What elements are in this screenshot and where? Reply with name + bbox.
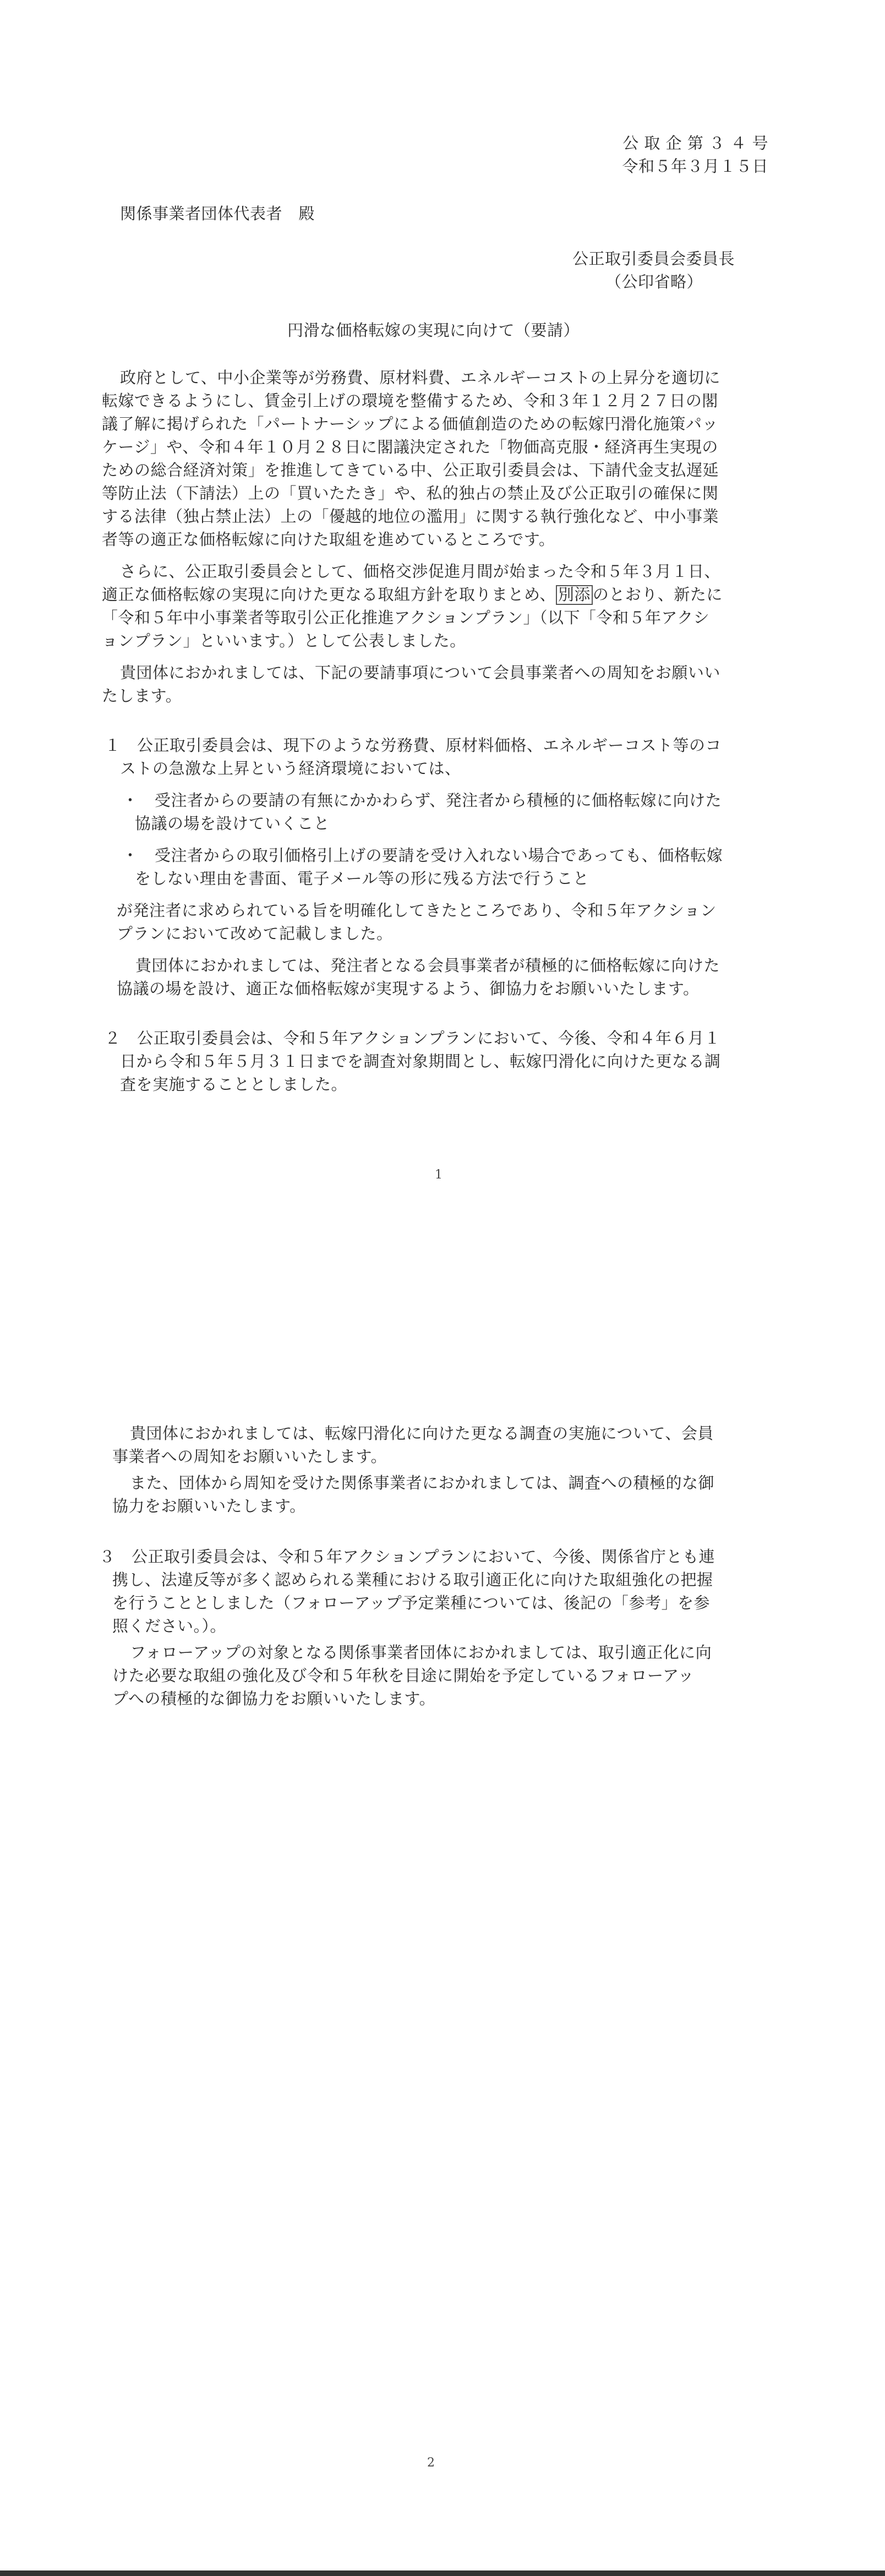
item-3-line: を行うこととしました（フォローアップ予定業種については、後記の「参考」を参 [112,1593,710,1612]
document-number: 公 取 企 第 ３ ４ 号 [622,134,768,152]
item-2-line: 査を実施することとしました。 [120,1075,348,1094]
bullet-item: ・ 受注者からの取引価格引上げの要請を受け入れない場合であっても、価格転嫁 [122,846,723,865]
item-3-line: 照ください。）。 [112,1617,227,1635]
item-2-heading: ２ 公正取引委員会は、令和５年アクションプランにおいて、今後、令和４年６月１ [105,1029,720,1047]
paragraph-line: 貴団体におかれましては、下記の要請事項について会員事業者への周知をお願いい [120,663,720,682]
paragraph-line: プへの積極的な御協力をお願いいたします。 [112,1689,436,1708]
paragraph-line: ケージ」や、令和４年１０月２８日に閣議決定された「物価高克服・経済再生実現の [102,438,718,456]
paragraph-line: また、団体から周知を受けた関係事業者におかれましては、調査への積極的な御 [130,1473,715,1492]
item-1-request: 協議の場を設け、適正な価格転嫁が実現するよう、御協力をお願いいたします。 [117,979,700,998]
item-1-heading: １ 公正取引委員会は、現下のような労務費、原材料価格、エネルギーコスト等のコ [105,736,722,755]
paragraph-line: 事業者への周知をお願いいたします。 [112,1447,387,1466]
page-number: 2 [427,2456,435,2470]
paragraph-line: 政府として、中小企業等が労務費、原材料費、エネルギーコストの上昇分を適切に [120,368,720,387]
item-1-request: 貴団体におかれましては、発注者となる会員事業者が積極的に価格転嫁に向けた [135,956,720,975]
paragraph-line: さらに、公正取引委員会として、価格交渉促進月間が始まった令和５年３月１日、 [120,562,720,581]
paragraph-line: 貴団体におかれましては、転嫁円滑化に向けた更なる調査の実施について、会員 [130,1424,714,1443]
item-3-heading: ３ 公正取引委員会は、令和５年アクションプランにおいて、今後、関係省庁とも連 [99,1547,715,1566]
paragraph-line: 転嫁できるようにし、賃金引上げの環境を整備するため、令和３年１２月２７日の閣 [102,391,718,410]
paragraph-line: ョンプラン」といいます。）として公表しました。 [102,631,466,650]
paragraph-line: 協力をお願いいたします。 [112,1497,306,1515]
sender-note: （公印省略） [605,272,703,291]
paragraph-line: けた必要な取組の強化及び令和５年秋を目途に開始を予定しているフォローアッ [112,1666,695,1685]
document-page-2 [0,1288,885,2576]
paragraph-line: 者等の適正な価格転嫁に向けた取組を進めているところです。 [102,530,555,549]
paragraph-line: ための総合経済対策」を推進してきている中、公正取引委員会は、下請代金支払遅延 [102,461,719,479]
item-1-line: ストの急激な上昇という経済環境においては、 [120,759,461,778]
bullet-item-continued: 協議の場を設けていくこと [135,814,330,833]
attachment-reference: 別添 [556,585,593,605]
paragraph-line: 「令和５年中小事業者等取引公正化推進アクションプラン」（以下「令和５年アクシ [102,608,710,627]
item-1-line: プランにおいて改めて記載しました。 [117,924,393,943]
bullet-item: ・ 受注者からの要請の有無にかかわらず、発注者から積極的に価格転嫁に向けた [122,791,722,810]
document-title: 円滑な価格転嫁の実現に向けて（要請） [287,321,580,340]
paragraph-line: たします。 [102,686,182,705]
paragraph-text: のとおり、新たに [592,585,723,604]
item-3-line: 携し、法違反等が多く認められる業種における取引適正化に向けた取組強化の把握 [112,1570,713,1589]
paragraph-line: 議了解に掲げられた「パートナーシップによる価値創造のための転嫁円滑化施策パッ [102,414,718,433]
paragraph-text: 適正な価格転嫁の実現に向けた更なる取組方針を取りまとめ、 [102,585,556,604]
paragraph-line [102,582,723,605]
paragraph-line: フォローアップの対象となる関係事業者団体におかれましては、取引適正化に向 [130,1643,712,1662]
document-date: 令和５年３月１５日 [622,157,768,176]
item-1-line: が発注者に求められている旨を明確化してきたところであり、令和５年アクション [117,901,717,920]
scan-edge-divider [0,2570,885,2576]
item-2-line: 日から令和５年５月３１日までを調査対象期間とし、転嫁円滑化に向けた更なる調 [120,1052,721,1071]
paragraph-line: 等防止法（下請法）上の「買いたたき」や、私的独占の禁止及び公正取引の確保に関 [102,484,719,503]
page-number: 1 [435,1168,443,1182]
sender-title: 公正取引委員会委員長 [572,249,735,268]
bullet-item-continued: をしない理由を書面、電子メール等の形に残る方法で行うこと [135,869,589,888]
addressee: 関係事業者団体代表者 殿 [120,204,315,223]
paragraph-line: する法律（独占禁止法）上の「優越的地位の濫用」に関する執行強化など、中小事業 [102,507,719,526]
